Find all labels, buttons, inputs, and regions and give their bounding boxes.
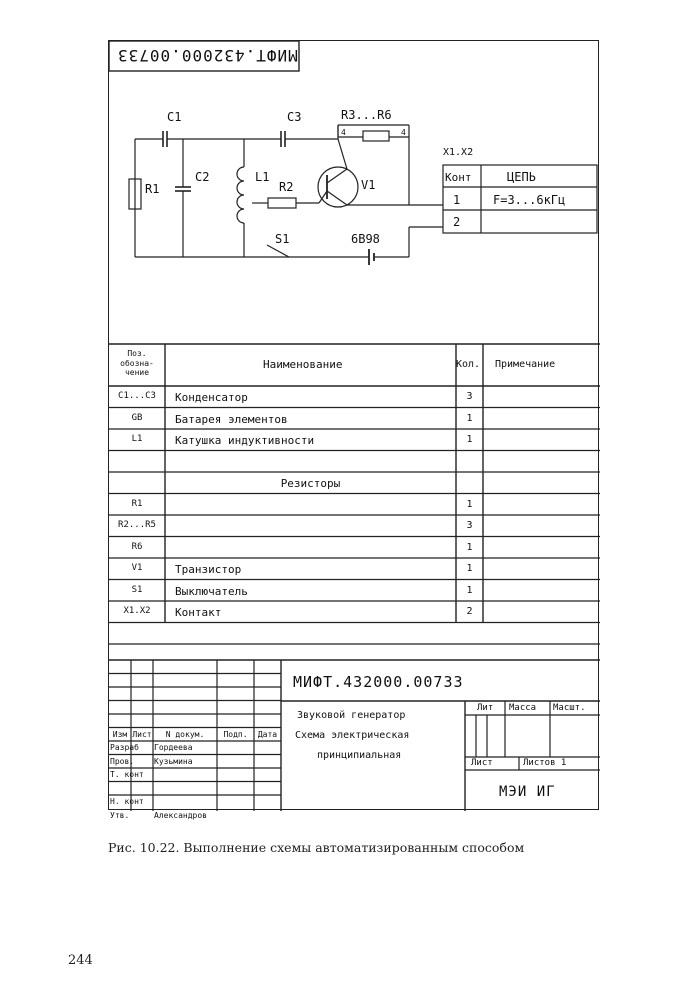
- parts-row-qty: 2: [466, 606, 473, 617]
- r3-r6-body: [363, 131, 389, 141]
- label-r3-r6: R3...R6: [341, 108, 392, 122]
- parts-row-qty: 1: [466, 498, 473, 510]
- drawing-sheet: [108, 40, 599, 820]
- parts-row-name: Выключатель: [175, 584, 248, 598]
- title-line-3: принципиальная: [317, 750, 402, 761]
- sheet-label: Лист: [471, 758, 493, 768]
- header-pos: Поз. обозна- чение: [120, 349, 154, 378]
- parts-row-pos: GB: [131, 412, 143, 423]
- connector-header-circuit: ЦЕПЬ: [507, 170, 536, 184]
- doc-number: МИФТ.432000.00733: [293, 673, 464, 691]
- r2-body: [268, 198, 296, 208]
- mass-header: Масса: [509, 703, 537, 713]
- parts-row-pos: L1: [131, 434, 143, 444]
- parts-row-name: Батарея элементов: [175, 412, 288, 426]
- parts-row-qty: 1: [466, 584, 473, 596]
- connector-title: X1.X2: [443, 147, 474, 158]
- connector-header-pin: Конт: [445, 171, 472, 184]
- sign-header-cell: Дата: [257, 729, 278, 739]
- parts-row-qty: 1: [466, 412, 473, 424]
- title-line-1: Звуковой генератор: [297, 710, 406, 721]
- label-v1: V1: [361, 178, 376, 192]
- connector-pin-1: 1: [453, 193, 461, 207]
- header-qty: Кол.: [456, 359, 481, 370]
- parts-row-name: Транзистор: [175, 563, 242, 576]
- parts-row-qty: 1: [466, 541, 473, 553]
- connector-pin-2: 2: [453, 215, 461, 229]
- role-label: Т. конт: [110, 770, 144, 779]
- parts-row-qty: 3: [466, 391, 473, 402]
- parts-row-pos: C1...C3: [118, 391, 156, 401]
- parts-row-qty: 3: [466, 520, 473, 531]
- label-gb: 6B98: [351, 232, 380, 246]
- figure-caption: Рис. 10.22. Выполнение схемы автоматизированным способом: [108, 840, 525, 855]
- parts-row-qty: 1: [466, 563, 473, 574]
- org-label: МЭИ ИГ: [499, 784, 556, 800]
- parts-row-name: Конденсатор: [175, 391, 248, 404]
- label-l1: L1: [255, 170, 270, 184]
- sign-header-cell: Подп.: [223, 729, 248, 739]
- stamp-text: МИФТ.432000.00733: [117, 46, 298, 65]
- role-label: Утв.: [110, 810, 130, 820]
- role-label: Пров.: [110, 756, 135, 766]
- label-s1: S1: [275, 232, 290, 246]
- label-c2: C2: [195, 170, 210, 184]
- parts-row-name: Контакт: [175, 606, 222, 619]
- label-c1: C1: [167, 110, 182, 124]
- parts-row-pos: R2...R5: [118, 520, 156, 530]
- role-label: Разраб: [110, 743, 139, 752]
- connector-circuit-1: F=3...6кГц: [493, 193, 566, 207]
- parts-row-pos: R1: [131, 498, 143, 509]
- page-number: 244: [68, 953, 93, 968]
- role-name: Кузьмина: [154, 756, 193, 766]
- role-label: Н. конт: [110, 797, 144, 806]
- sign-header-cell: N докум.: [165, 729, 205, 739]
- parts-row-name: Катушка индуктивности: [175, 434, 315, 447]
- role-name: Гордеева: [154, 743, 193, 752]
- label-tap-1: 4: [341, 128, 346, 137]
- label-tap-2: 4: [401, 128, 406, 137]
- parts-row-pos: X1.X2: [123, 606, 151, 616]
- sheets-label: Листов 1: [523, 758, 567, 768]
- parts-row-qty: 1: [466, 434, 473, 445]
- title-line-2: Схема электрическая: [295, 730, 410, 741]
- label-c3: C3: [287, 110, 302, 124]
- role-name: Александров: [154, 810, 207, 820]
- l1-coil: [237, 167, 244, 223]
- scale-header: Масшт.: [553, 703, 586, 713]
- sign-header-cell: Лист: [132, 729, 152, 739]
- parts-row-pos: V1: [131, 563, 143, 573]
- v1-body: [318, 167, 358, 207]
- header-name: Наименование: [263, 358, 343, 371]
- label-r1: R1: [145, 182, 160, 196]
- drawing-lines: [109, 41, 600, 811]
- sign-header-cell: Изм: [112, 729, 128, 739]
- lit-header: Лит: [477, 703, 494, 713]
- header-note: Примечание: [495, 359, 556, 370]
- parts-row-pos: S1: [131, 584, 143, 595]
- parts-section-title: Резисторы: [280, 477, 341, 490]
- label-r2: R2: [279, 180, 294, 194]
- parts-row-pos: R6: [131, 541, 143, 552]
